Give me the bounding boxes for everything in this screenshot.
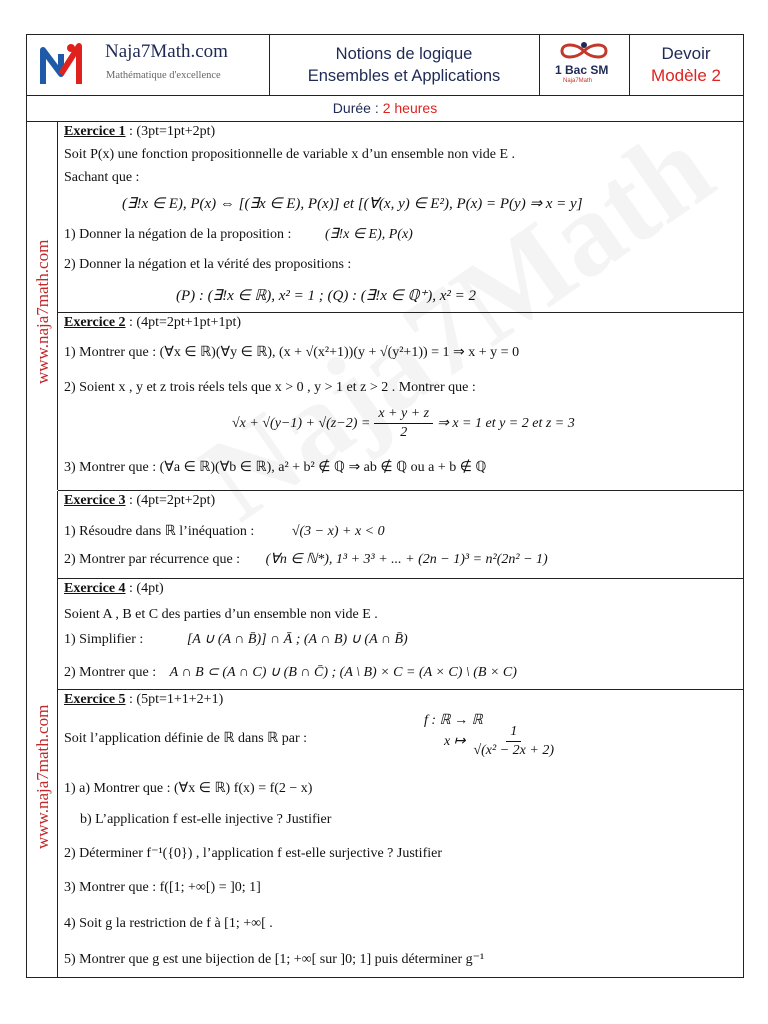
exercise-2-fraction	[374, 405, 433, 442]
exercise-5-q5: 5) Montrer que g est une bijection de [1; +∞[ sur ]0; 1] puis déterminer g⁻¹	[64, 952, 485, 967]
exercise-2-q3: 3) Montrer que : (∀a ∈ ℝ)(∀b ∈ ℝ), a² + b² ∉ ℚ ⇒ ab ∉ ℚ ou a + b ∉ ℚ	[64, 460, 487, 475]
exercise-4-q1-text: 1) Simplifier :	[64, 632, 144, 647]
site-tagline: Mathématique d'excellence	[106, 70, 221, 81]
exercise-1-q1-text: 1) Donner la négation de la proposition :	[64, 227, 292, 242]
exercise-1-q2: 2) Donner la négation et la vérité des propositions :	[64, 257, 352, 272]
exercise-5-fraction	[469, 723, 558, 760]
exercise-4	[58, 579, 743, 690]
exercise-3-q2-math: (∀n ∈ ℕ*), 1³ + 3³ + ... + (2n − 1)³ = n²(2n² − 1)	[265, 552, 548, 567]
exercise-2-fraction-num: x + y + z	[374, 405, 433, 424]
exercises	[58, 122, 743, 977]
side-column-top	[27, 122, 58, 490]
modele-label: Modèle 2	[651, 66, 721, 85]
exercise-4-q2-text: 2) Montrer que :	[64, 665, 157, 680]
exercise-1	[58, 122, 743, 313]
title-line-1: Notions de logique	[335, 45, 473, 63]
exercise-5-map-var: x ↦	[444, 734, 466, 749]
exercise-4-q1-math: [A ∪ (A ∩ B̄)] ∩ Ā ; (A ∩ B) ∪ (A ∩ B̄)	[186, 632, 408, 647]
exercise-5-function: f : ℝ → ℝ	[424, 713, 483, 728]
exercise-5-intro: Soit l’application définie de ℝ dans ℝ par :	[64, 731, 308, 746]
exercise-2-points: : (4pt=2pt+1pt+1pt)	[125, 315, 242, 330]
site-name: Naja7Math.com	[105, 41, 228, 62]
exercise-5-fraction-num: 1	[506, 723, 521, 742]
exercise-1-header	[64, 124, 215, 140]
side-url-bottom: www.naja7math.com	[33, 704, 52, 849]
exercise-4-points: : (4pt)	[125, 581, 164, 596]
exercise-4-header	[64, 581, 164, 597]
exercise-3-q2-text: 2) Montrer par récurrence que :	[64, 552, 241, 567]
exercise-2-q2: 2) Soient x , y et z trois réels tels que x > 0 , y > 1 et z > 2 . Montrer que :	[64, 380, 476, 395]
exercise-3-title: Exercice 3	[64, 493, 126, 508]
exercise-3-points: : (4pt=2pt+2pt)	[125, 493, 216, 508]
exercise-1-given: Sachant que :	[64, 170, 140, 185]
duration-value: 2 heures	[382, 100, 438, 116]
exercise-1-points: : (3pt=1pt+2pt)	[125, 124, 216, 139]
exercise-3	[58, 491, 743, 579]
devoir-label: Devoir	[661, 44, 711, 63]
exercise-3-header	[64, 493, 215, 509]
exercise-5-q1a: 1) a) Montrer que : (∀x ∈ ℝ) f(x) = f(2 − x)	[64, 781, 313, 796]
exercise-5-fraction-den: √(x² − 2x + 2)	[473, 743, 554, 758]
exercise-2-title: Exercice 2	[64, 315, 126, 330]
exercise-5-q3: 3) Montrer que : f([1; +∞[) = ]0; 1]	[64, 880, 261, 895]
exercise-5-title: Exercice 5	[64, 692, 126, 707]
exercise-1-intro: Soit P(x) une fonction propositionnelle de variable x d’un ensemble non vide E .	[64, 147, 516, 162]
level-cell	[539, 35, 630, 95]
devoir-cell	[629, 35, 743, 95]
exercise-4-q1	[64, 631, 408, 648]
naja7math-logo-icon	[37, 40, 87, 90]
exercise-5	[58, 690, 743, 977]
infinity-icon	[554, 39, 614, 63]
brand-cell	[27, 35, 270, 95]
exercise-3-q1-math: √(3 − x) + x < 0	[291, 524, 385, 539]
level-label: 1 Bac SM	[555, 63, 609, 77]
exercise-4-q2-math: A ∩ B ⊂ (A ∩ C) ∪ (B ∩ C̄) ; (A \ B) × C = (A × C) \ (B × C)	[169, 665, 517, 680]
exercise-2	[58, 313, 743, 491]
exercise-5-q4: 4) Soit g la restriction de f à [1; +∞[ .	[64, 916, 273, 931]
exercise-5-points: : (5pt=1+1+2+1)	[125, 692, 224, 707]
exercise-3-q1-text: 1) Résoudre dans ℝ l’inéquation :	[64, 524, 255, 539]
duration-label: Durée :	[332, 100, 379, 116]
side-column-bottom	[27, 491, 58, 977]
duration-bar	[27, 95, 743, 122]
exercise-2-q1: 1) Montrer que : (∀x ∈ ℝ)(∀y ∈ ℝ), (x + √(x²+1))(y + √(y²+1)) = 1 ⇒ x + y = 0	[64, 345, 520, 360]
title-line-2: Ensembles et Applications	[307, 67, 501, 85]
exercise-2-q2-math	[232, 405, 575, 442]
exercise-2-header	[64, 315, 241, 331]
exercise-5-q2: 2) Déterminer f⁻¹({0}) , l’application f est-elle surjective ? Justifier	[64, 846, 442, 861]
title-cell	[269, 35, 540, 95]
exercise-4-intro: Soient A , B et C des parties d’un ensemble non vide E .	[64, 607, 378, 622]
exercise-5-header	[64, 692, 223, 708]
level-sublabel: Naja7Math	[563, 78, 593, 84]
exercise-1-q1	[64, 226, 413, 243]
exercise-2-q2-lhs: √x + √(y−1) + √(z−2) =	[232, 415, 371, 431]
exercise-5-mapping	[444, 723, 562, 760]
exercise-1-title: Exercice 1	[64, 124, 126, 139]
exercise-1-q2-math: (P) : (∃!x ∈ ℝ), x² = 1 ; (Q) : (∃!x ∈ ℚ⁺), x² = 2	[176, 288, 476, 304]
header	[27, 35, 743, 96]
exercise-4-title: Exercice 4	[64, 581, 126, 596]
exercise-2-fraction-den: 2	[400, 425, 408, 440]
exercise-3-q2	[64, 551, 548, 568]
exam-sheet	[26, 34, 744, 978]
exercise-1-q1-math: (∃!x ∈ E), P(x)	[324, 227, 413, 242]
exercise-3-q1	[64, 523, 385, 540]
exercise-5-q1b: b) L’application f est-elle injective ? Justifier	[80, 812, 332, 827]
exercise-2-q2-rhs: ⇒ x = 1 et y = 2 et z = 3	[437, 416, 575, 431]
exercise-1-definition: (∃!x ∈ E), P(x) ⇔ [(∃x ∈ E), P(x)] et [(∀(x, y) ∈ E²), P(x) = P(y) ⇒ x = y]	[122, 196, 583, 212]
exercise-4-q2	[64, 664, 517, 681]
side-url-top: www.naja7math.com	[33, 239, 52, 384]
